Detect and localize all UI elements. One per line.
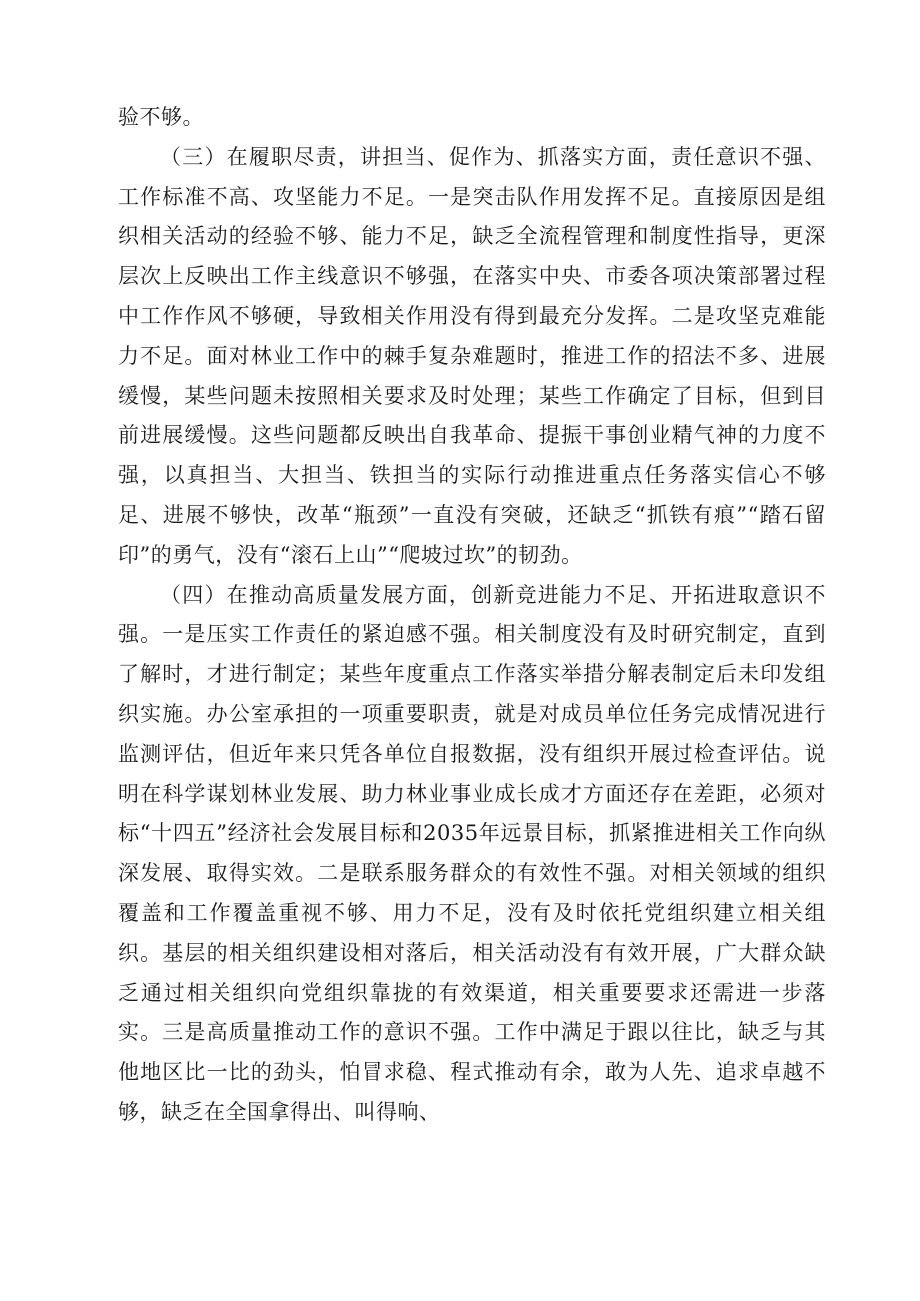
paragraph-continuation: 验不够。	[118, 105, 204, 129]
paragraph-section-three: （三）在履职尽责，讲担当、促作为、抓落实方面，责任意识不强、工作标准不高、攻坚能力不足。一是突击队作用发挥不足。直接原因是组织相关活动的经验不够、能力不足，缺乏全流程管理和制度性指导，更深层次上反映出工作主线意识不够强，在落实中央、市委各项决策部署过程中工作作风不够硬，导致相关作用没有得到最充分发挥。二是攻坚克难能力不足。面对林业工作中的棘手复杂难题时，推进工作的招法不多、进展缓慢，某些问题未按照相关要求及时处理；某些工作确定了目标，但到目前进展缓慢。这些问题都反映出自我革命、提振干事创业精气神的力度不强，以真担当、大担当、铁担当的实际行动推进重点任务落实信心不够足、进展不够快，改革“瓶颈”一直没有突破，还缺乏“抓铁有痕”“踏石留印”的勇气，没有“滚石上山”“爬坡过坎”的韧劲。	[118, 144, 826, 567]
document-body	[118, 98, 826, 1133]
paragraph-section-four: （四）在推动高质量发展方面，创新竞进能力不足、开拓进取意识不强。一是压实工作责任的紧迫感不强。相关制度没有及时研究制定，直到了解时，才进行制定；某些年度重点工作落实举措分解表制定后未印发组织实施。办公室承担的一项重要职责，就是对成员单位任务完成情况进行监测评估，但近年来只凭各单位自报数据，没有组织开展过检查评估。说明在科学谋划林业发展、助力林业事业成长成才方面还存在差距，必须对标“十四五”经济社会发展目标和2035年远景目标，抓紧推进相关工作向纵深发展、取得实效。二是联系服务群众的有效性不强。对相关领域的组织覆盖和工作覆盖重视不够、用力不足，没有及时依托党组织建立相关组织。基层的相关组织建设相对落后，相关活动没有有效开展，广大群众缺乏通过相关组织向党组织靠拢的有效渠道，相关重要要求还需进一步落实。三是高质量推动工作的意识不强。工作中满足于跟以往比，缺乏与其他地区比一比的劲头，怕冒求稳、程式推动有余，敢为人先、追求卓越不够，缺乏在全国拿得出、叫得响、	[118, 582, 826, 1124]
